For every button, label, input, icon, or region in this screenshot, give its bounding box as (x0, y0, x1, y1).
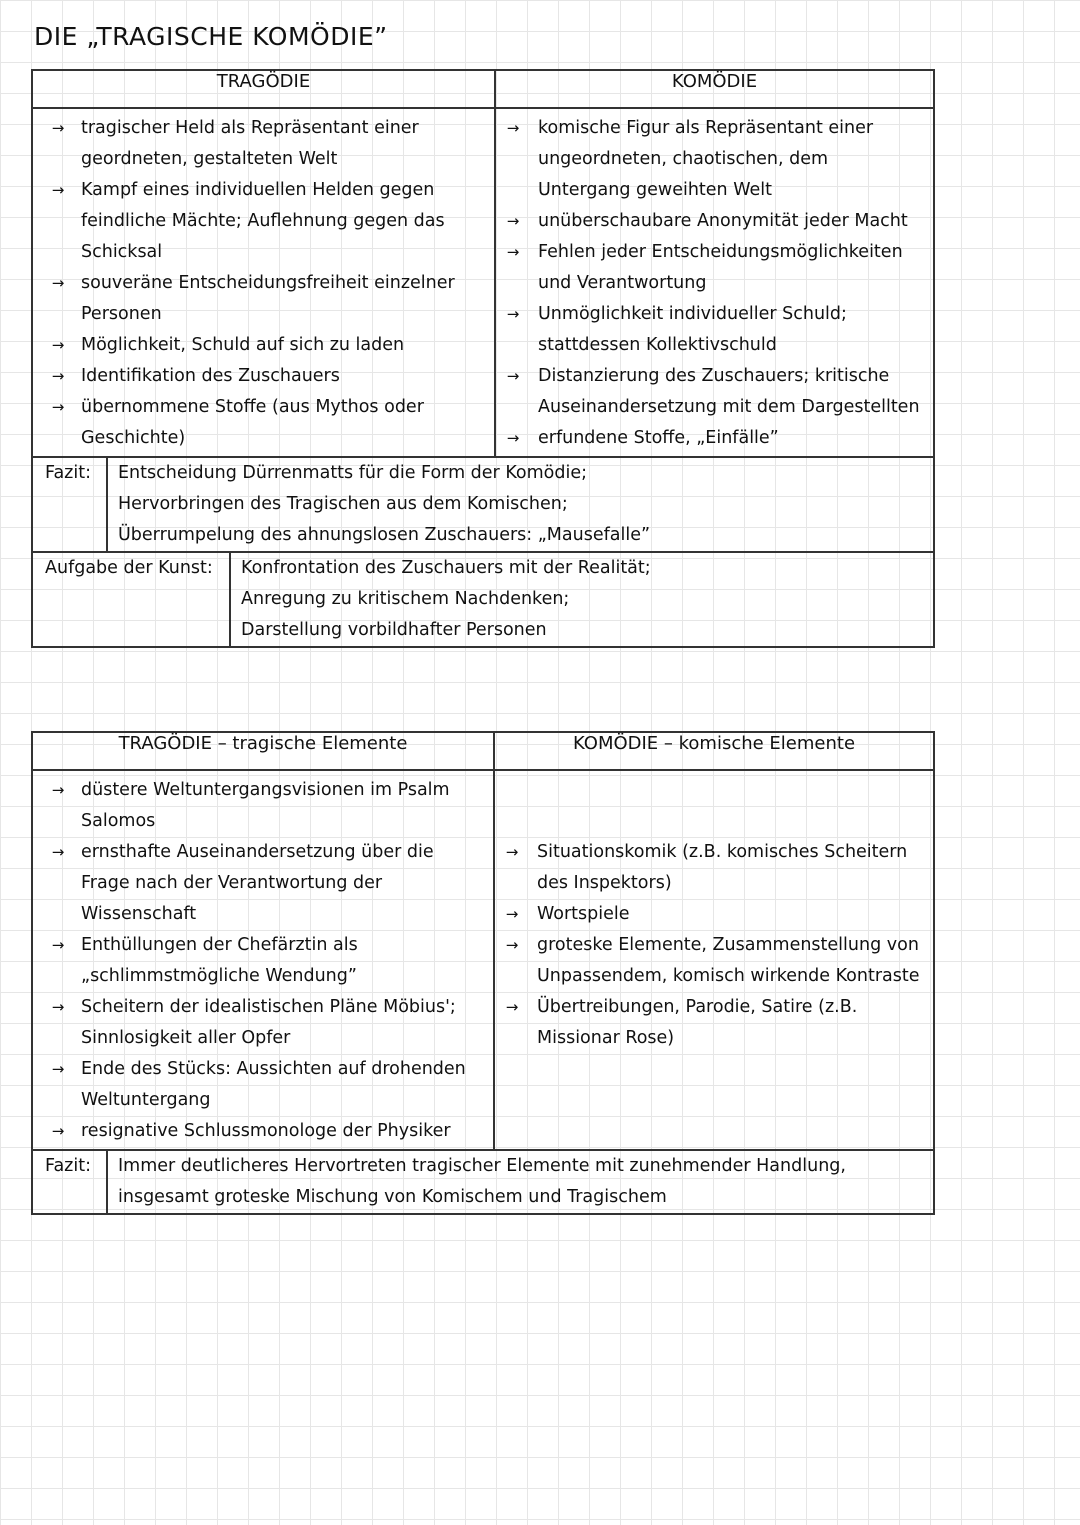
arrow-icon: → (505, 843, 519, 861)
table1-fazit-row (32, 457, 934, 552)
fazit-line: Hervorbringen des Tragischen aus dem Komischen; (118, 494, 568, 514)
arrow-icon: → (506, 212, 520, 230)
table1-left-header: TRAGÖDIE (32, 70, 495, 108)
arrow-icon: → (506, 305, 520, 323)
aufgabe-label: Aufgabe der Kunst: (33, 553, 230, 646)
arrow-icon: → (506, 119, 520, 137)
list-item (496, 237, 933, 299)
list-item-text: Distanzierung des Zuschauers; kritische Auseinandersetzung mit dem Dargestellten (538, 366, 920, 417)
list-item-text: ernsthafte Auseinandersetzung über die Frage nach der Verantwortung der Wissenschaft (81, 842, 434, 924)
fazit-label: Fazit: (33, 1151, 107, 1213)
aufgabe-text (230, 553, 933, 646)
arrow-icon: → (506, 367, 520, 385)
list-item (495, 899, 933, 930)
list-item-text: Ende des Stücks: Aussichten auf drohenden Weltuntergang (81, 1059, 466, 1110)
list-item-text: übernommene Stoffe (aus Mythos oder Geschichte) (81, 397, 424, 448)
list-item-text: komische Figur als Repräsentant einer ungeordneten, chaotischen, dem Untergang geweihten Welt (538, 118, 874, 200)
arrow-icon: → (51, 336, 65, 354)
list-item (33, 175, 494, 268)
list-item (33, 930, 493, 992)
list-item-text: resignative Schlussmonologe der Physiker (81, 1121, 451, 1141)
comparison-table-2 (31, 731, 935, 1215)
list-item (495, 837, 933, 899)
arrow-icon: → (505, 905, 519, 923)
arrow-icon: → (51, 998, 65, 1016)
table1-right-list (496, 109, 933, 456)
arrow-icon: → (51, 1060, 65, 1078)
table2-fazit-row (32, 1150, 934, 1214)
list-item (496, 113, 933, 206)
list-item-text: erfundene Stoffe, „Einfälle” (538, 428, 779, 448)
list-item-text: Scheitern der idealistischen Pläne Möbius'; Sinnlosigkeit aller Opfer (81, 997, 456, 1048)
list-item (33, 392, 494, 454)
arrow-icon: → (505, 998, 519, 1016)
aufgabe-line: Konfrontation des Zuschauers mit der Realität; (241, 558, 651, 578)
fazit-line: Entscheidung Dürrenmatts für die Form der Komödie; (118, 463, 588, 483)
arrow-icon: → (51, 367, 65, 385)
arrow-icon: → (51, 398, 65, 416)
list-item (33, 113, 494, 175)
arrow-icon: → (51, 936, 65, 954)
list-item-text: Situationskomik (z.B. komisches Scheitern des Inspektors) (537, 842, 908, 893)
arrow-icon: → (51, 1122, 65, 1140)
table2-right-cell (494, 770, 934, 1150)
fazit-line: Überrumpelung des ahnungslosen Zuschauers: „Mausefalle” (118, 525, 651, 545)
arrow-icon: → (51, 181, 65, 199)
list-item (495, 992, 933, 1054)
table2-right-list (495, 771, 933, 1056)
list-item (495, 930, 933, 992)
list-item (496, 299, 933, 361)
list-item (33, 1116, 493, 1147)
list-item-text: Fehlen jeder Entscheidungsmöglichkeiten und Verantwortung (538, 242, 903, 293)
list-item (33, 268, 494, 330)
table1-right-cell (495, 108, 934, 457)
comparison-table-1 (31, 69, 935, 648)
fazit-line: Immer deutlicheres Hervortreten tragischer Elemente mit zunehmender Handlung, (118, 1156, 846, 1176)
aufgabe-line: Anregung zu kritischem Nachdenken; (241, 589, 570, 609)
list-item-text: Übertreibungen, Parodie, Satire (z.B. Missionar Rose) (537, 997, 858, 1048)
fazit-text (107, 458, 933, 551)
list-item-text: groteske Elemente, Zusammenstellung von Unpassendem, komisch wirkende Kontraste (537, 935, 920, 986)
arrow-icon: → (505, 936, 519, 954)
list-item-text: souveräne Entscheidungsfreiheit einzelner Personen (81, 273, 455, 324)
table2-left-list (33, 771, 493, 1149)
list-item (496, 361, 933, 423)
aufgabe-line: Darstellung vorbildhafter Personen (241, 620, 547, 640)
arrow-icon: → (51, 274, 65, 292)
list-item (496, 206, 933, 237)
list-item (496, 423, 933, 454)
table2-right-header: KOMÖDIE – komische Elemente (494, 732, 934, 770)
table1-aufgabe-row (32, 552, 934, 647)
table1-left-cell (32, 108, 495, 457)
list-item-text: Kampf eines individuellen Helden gegen feindliche Mächte; Auflehnung gegen das Schicksal (81, 180, 445, 262)
list-item (33, 1054, 493, 1116)
arrow-icon: → (51, 119, 65, 137)
list-item-text: Unmöglichkeit individueller Schuld; stattdessen Kollektivschuld (538, 304, 847, 355)
list-item-text: tragischer Held als Repräsentant einer geordneten, gestalteten Welt (81, 118, 419, 169)
list-item (33, 361, 494, 392)
fazit-text (107, 1151, 933, 1213)
list-item-text: unüberschaubare Anonymität jeder Macht (538, 211, 908, 231)
fazit-line: insgesamt groteske Mischung von Komischem und Tragischem (118, 1187, 667, 1207)
list-item-text: Identifikation des Zuschauers (81, 366, 340, 386)
list-item-text: Wortspiele (537, 904, 630, 924)
table1-right-header: KOMÖDIE (495, 70, 934, 108)
list-item-text: Möglichkeit, Schuld auf sich zu laden (81, 335, 405, 355)
list-item-text: Enthüllungen der Chefärztin als „schlimmstmögliche Wendung” (81, 935, 358, 986)
table1-left-list (33, 109, 494, 456)
list-item (33, 992, 493, 1054)
list-item-text: düstere Weltuntergangsvisionen im Psalm Salomos (81, 780, 450, 831)
list-item (33, 330, 494, 361)
arrow-icon: → (506, 243, 520, 261)
arrow-icon: → (51, 781, 65, 799)
list-item (33, 775, 493, 837)
arrow-icon: → (51, 843, 65, 861)
fazit-label: Fazit: (33, 458, 107, 551)
list-item (33, 837, 493, 930)
arrow-icon: → (506, 429, 520, 447)
page-title: DIE „TRAGISCHE KOMÖDIE” (34, 22, 388, 51)
table2-left-header: TRAGÖDIE – tragische Elemente (32, 732, 494, 770)
table2-left-cell (32, 770, 494, 1150)
